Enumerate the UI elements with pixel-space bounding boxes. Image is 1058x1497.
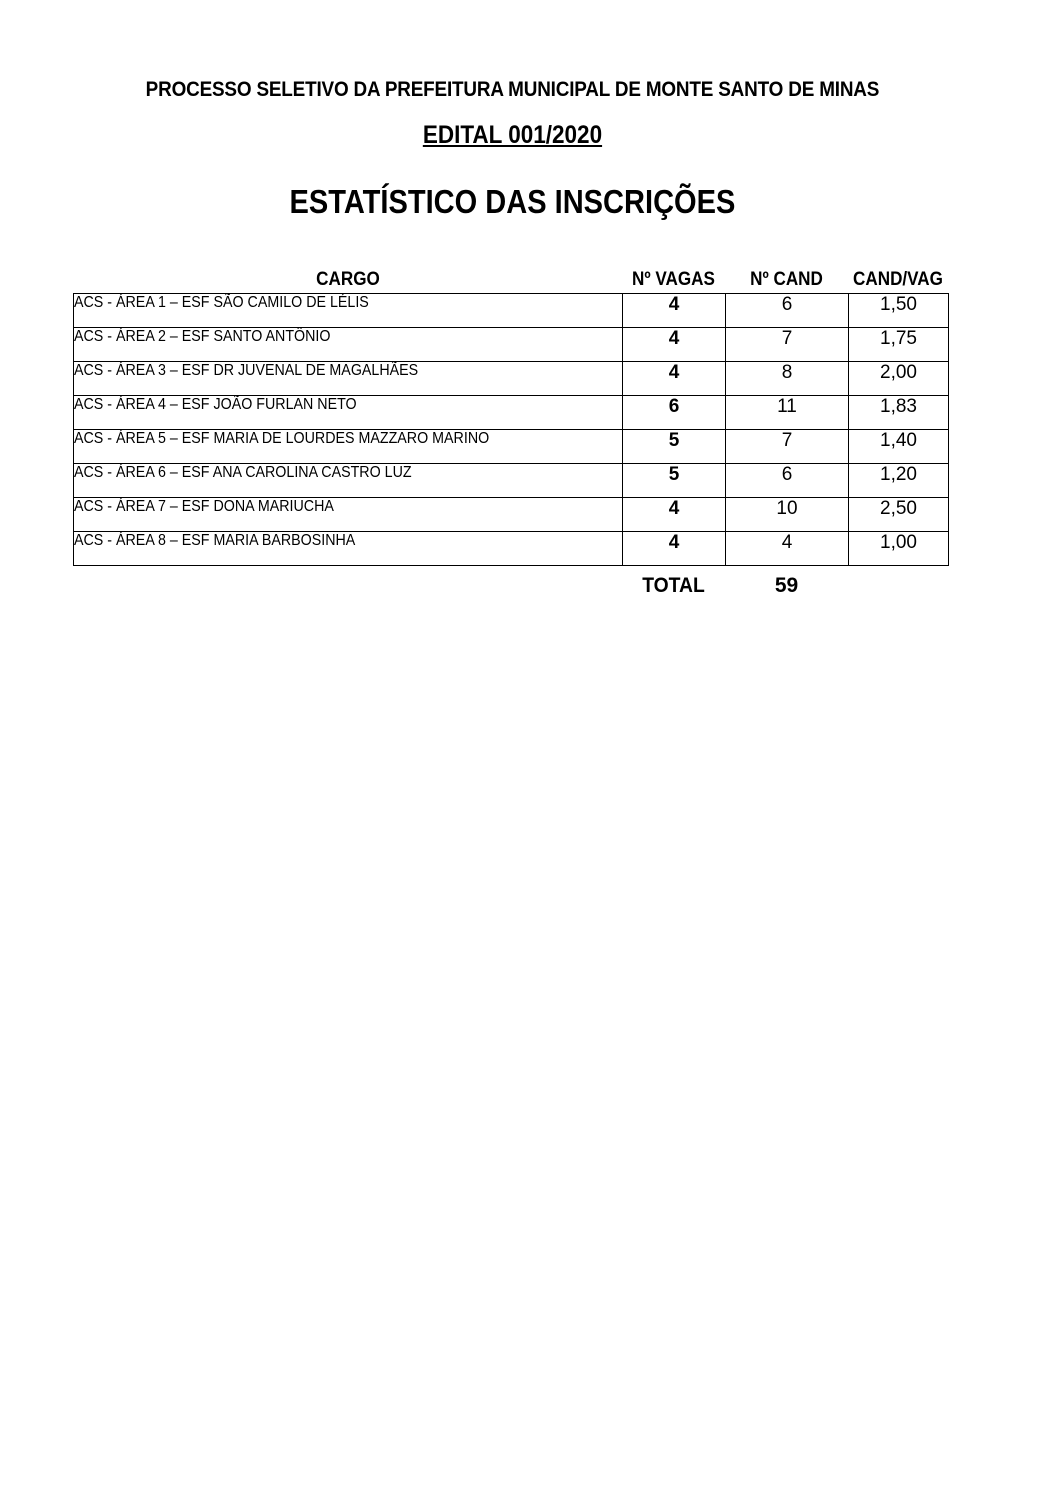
cell-vagas: 5 bbox=[623, 464, 726, 498]
edital-number: EDITAL 001/2020 bbox=[422, 121, 603, 149]
table-row bbox=[74, 294, 949, 328]
cell-candvag: 1,75 bbox=[849, 328, 949, 362]
column-header-vagas: Nº VAGAS bbox=[632, 269, 715, 290]
cell-candvag: 1,50 bbox=[849, 294, 949, 328]
cell-cand: 11 bbox=[726, 396, 849, 430]
column-header-cand: Nº CAND bbox=[750, 269, 823, 290]
cell-cargo: ACS - ÁREA 8 – ESF MARIA BARBOSINHA bbox=[74, 532, 623, 566]
cell-cargo: ACS - ÁREA 2 – ESF SANTO ANTÔNIO bbox=[74, 328, 623, 362]
cell-cargo: ACS - ÁREA 1 – ESF SÃO CAMILO DE LÉLIS bbox=[74, 294, 623, 328]
cell-candvag: 1,83 bbox=[849, 396, 949, 430]
cell-cand: 7 bbox=[726, 328, 849, 362]
cell-vagas: 4 bbox=[623, 498, 726, 532]
table-row bbox=[74, 396, 949, 430]
table-row bbox=[74, 498, 949, 532]
total-value: 59 bbox=[774, 574, 799, 597]
cell-vagas: 4 bbox=[623, 362, 726, 396]
cell-vagas: 6 bbox=[623, 396, 726, 430]
table-row bbox=[74, 532, 949, 566]
cell-candvag: 2,50 bbox=[849, 498, 949, 532]
cell-cand: 6 bbox=[726, 294, 849, 328]
cell-cand: 8 bbox=[726, 362, 849, 396]
cell-cand: 6 bbox=[726, 464, 849, 498]
cell-vagas: 5 bbox=[623, 430, 726, 464]
table-row bbox=[74, 430, 949, 464]
cell-cargo: ACS - ÁREA 3 – ESF DR JUVENAL DE MAGALHÃES bbox=[74, 362, 623, 396]
cell-vagas: 4 bbox=[623, 328, 726, 362]
cell-cargo: ACS - ÁREA 7 – ESF DONA MARIUCHA bbox=[74, 498, 623, 532]
cell-cand: 7 bbox=[726, 430, 849, 464]
cell-candvag: 2,00 bbox=[849, 362, 949, 396]
table-row bbox=[74, 362, 949, 396]
column-header-candvag: CAND/VAG bbox=[853, 269, 943, 290]
cell-cargo: ACS - ÁREA 5 – ESF MARIA DE LOURDES MAZZARO MARINO bbox=[74, 430, 623, 464]
cell-candvag: 1,20 bbox=[849, 464, 949, 498]
total-label: TOTAL bbox=[642, 574, 705, 597]
page-title: ESTATÍSTICO DAS INSCRIÇÕES bbox=[289, 183, 736, 220]
table-row bbox=[74, 328, 949, 362]
cell-vagas: 4 bbox=[623, 532, 726, 566]
page-header: PROCESSO SELETIVO DA PREFEITURA MUNICIPAL DE MONTE SANTO DE MINAS bbox=[145, 78, 880, 101]
cell-cargo: ACS - ÁREA 6 – ESF ANA CAROLINA CASTRO LUZ bbox=[74, 464, 623, 498]
cell-vagas: 4 bbox=[623, 294, 726, 328]
table-row bbox=[74, 464, 949, 498]
cell-cand: 4 bbox=[726, 532, 849, 566]
cell-candvag: 1,00 bbox=[849, 532, 949, 566]
column-header-cargo: CARGO bbox=[316, 269, 380, 290]
cell-cargo: ACS - ÁREA 4 – ESF JOÃO FURLAN NETO bbox=[74, 396, 623, 430]
statistics-table bbox=[73, 293, 949, 566]
cell-cand: 10 bbox=[726, 498, 849, 532]
cell-candvag: 1,40 bbox=[849, 430, 949, 464]
